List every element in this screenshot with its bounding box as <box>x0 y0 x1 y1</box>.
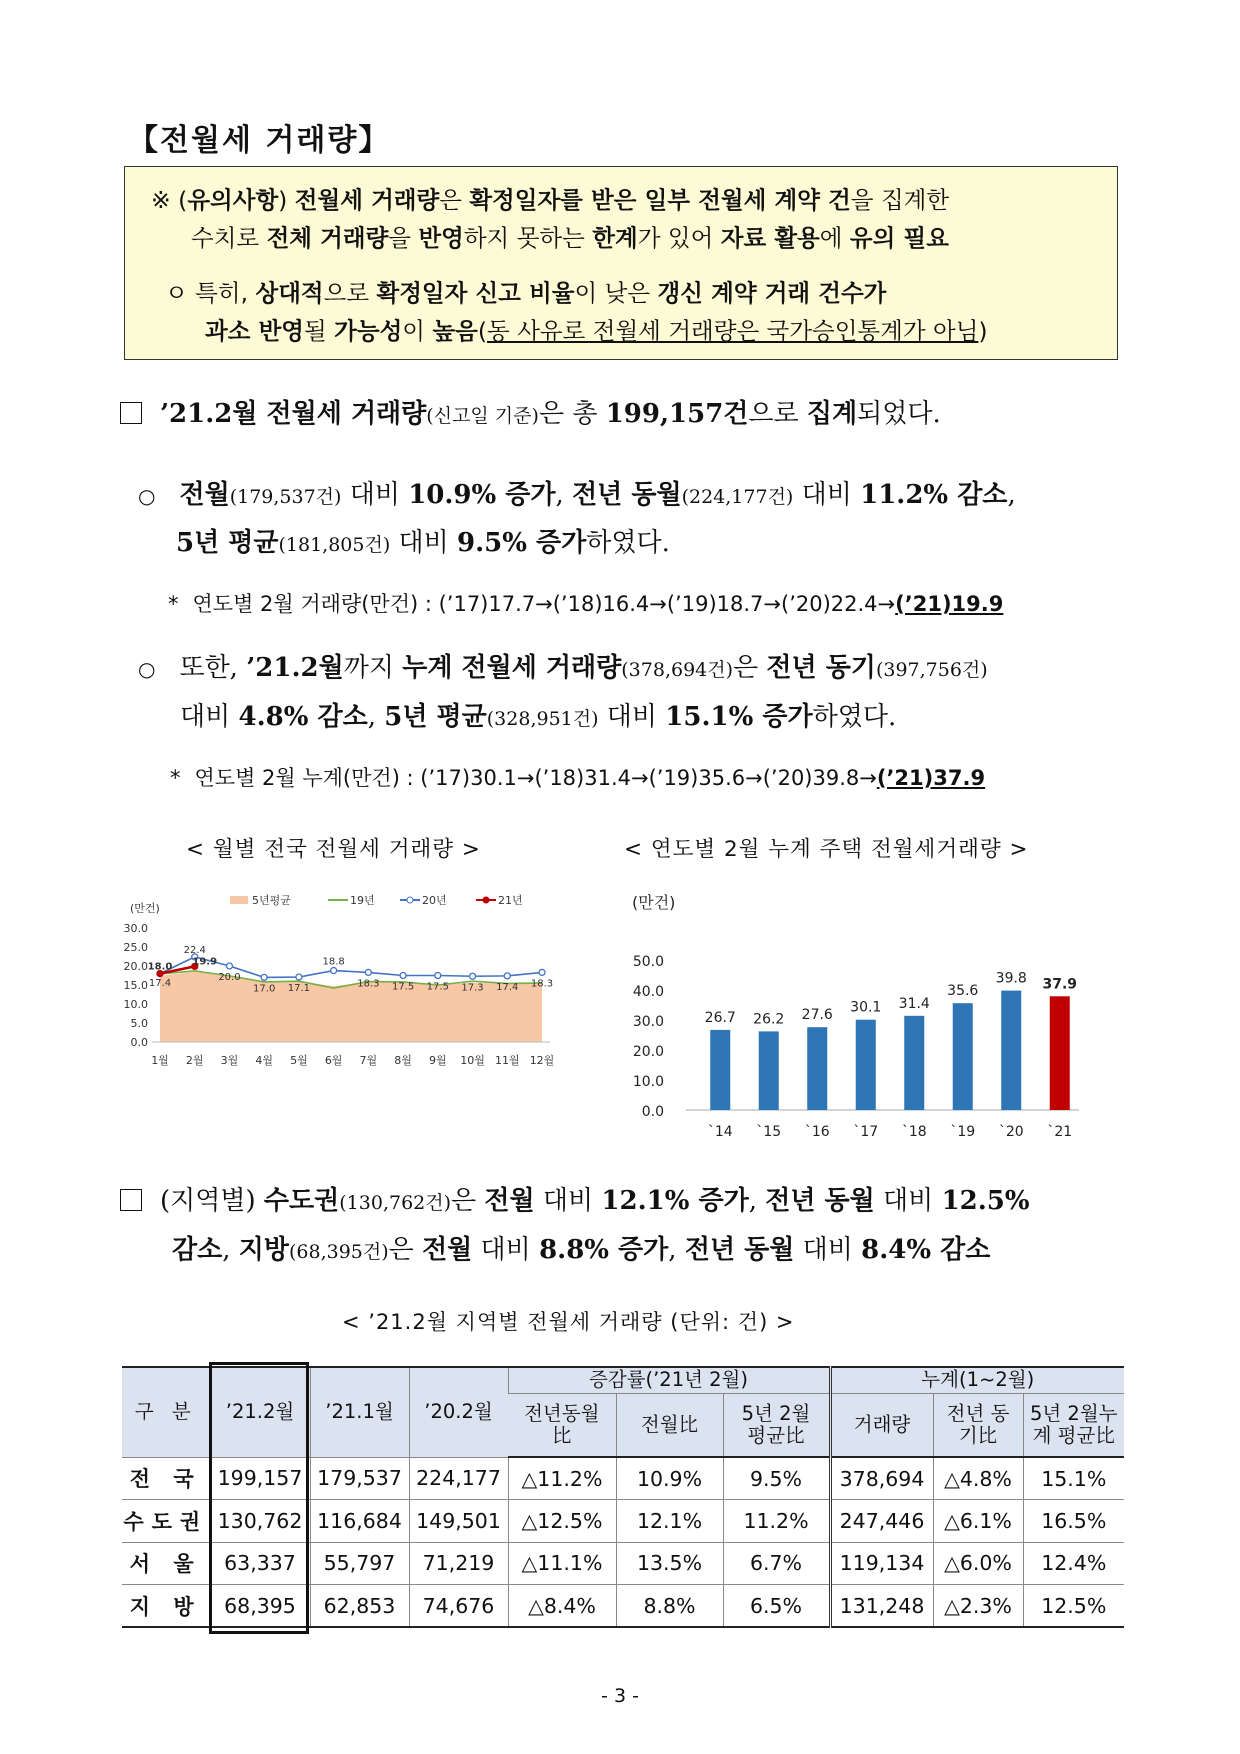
legend-label: 19년 <box>350 894 375 907</box>
table-cell: 378,694 <box>830 1457 933 1500</box>
table-cell: 8.8% <box>616 1585 723 1628</box>
data-label: 17.0 <box>253 983 276 995</box>
notice-line-1: ※ (유의사항) 전월세 거래량은 확정일자를 받은 일부 전월세 계약 건을 집계한 <box>151 186 950 214</box>
table-cell: 12.4% <box>1023 1542 1124 1585</box>
x-tick-label: 8월 <box>394 1054 412 1067</box>
header-yoy: 전년동월比 <box>508 1393 616 1457</box>
data-label: 22.4 <box>183 944 206 956</box>
header-gubun: 구 분 <box>122 1367 210 1457</box>
y-tick-label: 30.0 <box>632 1014 664 1030</box>
yearly-cumulative-note: * 연도별 2월 누계(만건) : (’17)30.1→(’18)31.4→(’19)35.6→(’20)39.8→(’21)37.9 <box>170 766 986 790</box>
y-tick-label: 30.0 <box>123 922 148 935</box>
data-point <box>504 973 510 979</box>
y-tick-label: 5.0 <box>130 1017 148 1030</box>
bar <box>759 1031 779 1110</box>
data-point <box>470 973 476 979</box>
x-tick-label: `17 <box>853 1124 879 1140</box>
table-cell: 6.5% <box>723 1585 830 1628</box>
header-cum-yoy: 전년 동기比 <box>933 1393 1023 1457</box>
legend-swatch <box>230 896 248 904</box>
x-tick-label: `16 <box>804 1124 830 1140</box>
y-axis-unit-label: (만건) <box>130 902 160 915</box>
table-cell: 149,501 <box>409 1500 508 1543</box>
header-20-feb: ’20.2월 <box>409 1367 508 1457</box>
header-cumulative-group: 누계(1~2월) <box>830 1367 1124 1393</box>
data-label: 18.3 <box>530 978 554 990</box>
table-cell: 15.1% <box>1023 1457 1124 1500</box>
data-point <box>400 973 406 979</box>
x-tick-label: 4월 <box>255 1054 273 1067</box>
table-cell: 55,797 <box>310 1542 409 1585</box>
bar-value-label: 26.2 <box>753 1011 785 1028</box>
table-row <box>122 1585 1124 1628</box>
notice-line-2: 수치로 전체 거래량을 반영하지 못하는 한계가 있어 자료 활용에 유의 필요 <box>191 224 949 252</box>
header-change-rate-group: 증감률(’21년 2월) <box>508 1367 830 1393</box>
bar <box>904 1016 924 1110</box>
row-header: 지 방 <box>122 1585 210 1628</box>
x-tick-label: 3월 <box>220 1054 239 1067</box>
y-tick-label: 50.0 <box>632 954 664 970</box>
yearly-cumulative-bar-chart <box>624 870 1084 1140</box>
monthly-rent-line-chart <box>123 878 610 1140</box>
legend-label: 21년 <box>498 894 523 907</box>
header-cum-volume: 거래량 <box>830 1393 933 1457</box>
checkbox-square-icon <box>120 402 142 424</box>
data-label: 17.5 <box>426 981 449 993</box>
monthly-comparison-line-1: ○ 전월(179,537건) 대비 10.9% 증가, 전년 동월(224,177건) 대비 11.2% 감소, <box>138 480 1016 510</box>
header-21-jan: ’21.1월 <box>310 1367 409 1457</box>
table-cell: 6.7% <box>723 1542 830 1585</box>
table-cell: 179,537 <box>310 1457 409 1500</box>
data-label: 18.3 <box>357 978 380 990</box>
y-tick-label: 20.0 <box>123 960 148 973</box>
bar-value-label: 31.4 <box>898 995 930 1012</box>
table-cell: 74,676 <box>409 1585 508 1628</box>
legend-marker <box>483 897 489 903</box>
row-header: 전 국 <box>122 1457 210 1500</box>
y-tick-label: 15.0 <box>123 979 148 992</box>
table-cell: 68,395 <box>210 1585 310 1628</box>
bullet-circle-icon: ○ <box>138 657 156 681</box>
table-cell: 130,762 <box>210 1500 310 1543</box>
bar-value-label: 27.6 <box>801 1007 833 1024</box>
data-point <box>365 969 371 975</box>
table-cell: △8.4% <box>508 1585 616 1628</box>
data-point <box>296 974 302 980</box>
data-point <box>331 968 337 974</box>
data-label: 18.0 <box>147 961 173 973</box>
table-cell: 62,853 <box>310 1585 409 1628</box>
legend-marker <box>407 897 413 903</box>
bullet-circle-icon: ○ <box>138 484 156 508</box>
data-point <box>226 963 232 969</box>
x-tick-label: 6월 <box>324 1054 343 1067</box>
table-cell: 119,134 <box>830 1542 933 1585</box>
monthly-comparison-line-2: 5년 평균(181,805건) 대비 9.5% 증가하였다. <box>176 528 670 558</box>
legend-label: 20년 <box>422 894 447 907</box>
table-cell: △11.1% <box>508 1542 616 1585</box>
table-cell: 11.2% <box>723 1500 830 1543</box>
bar <box>1001 991 1021 1110</box>
table-cell: 10.9% <box>616 1457 723 1500</box>
bar-value-label: 30.1 <box>850 999 882 1016</box>
y-axis-unit-label: (만건) <box>632 893 676 912</box>
page-number: - 3 - <box>601 1685 639 1707</box>
row-header: 서 울 <box>122 1542 210 1585</box>
notice-line-3: ㅇ 특히, 상대적으로 확정일자 신고 비율이 낮은 갱신 계약 거래 건수가 <box>165 279 887 307</box>
x-tick-label: `20 <box>998 1124 1024 1140</box>
x-tick-label: 9월 <box>429 1054 447 1067</box>
table-row <box>122 1457 1124 1500</box>
table-cell: 247,446 <box>830 1500 933 1543</box>
header-5yr-avg: 5년 2월 평균比 <box>723 1393 830 1457</box>
legend-label: 5년평균 <box>252 894 291 907</box>
table-row <box>122 1542 1124 1585</box>
table-cell: 71,219 <box>409 1542 508 1585</box>
bar <box>710 1030 730 1110</box>
y-tick-label: 0.0 <box>641 1104 664 1120</box>
table-cell: △4.8% <box>933 1457 1023 1500</box>
row-header: 수도권 <box>122 1500 210 1543</box>
data-label: 17.5 <box>391 981 415 993</box>
table-cell: △6.0% <box>933 1542 1023 1585</box>
y-tick-label: 25.0 <box>123 941 148 954</box>
notice-line-4: 과소 반영될 가능성이 높음(동 사유로 전월세 거래량은 국가승인통계가 아님) <box>205 317 988 345</box>
x-tick-label: 10월 <box>460 1054 485 1067</box>
x-tick-label: 12월 <box>529 1054 555 1067</box>
table-cell: 131,248 <box>830 1585 933 1628</box>
bar <box>807 1027 827 1110</box>
x-tick-label: 1월 <box>151 1054 169 1067</box>
table-cell: △11.2% <box>508 1457 616 1500</box>
x-tick-label: `21 <box>1047 1124 1073 1140</box>
table-cell: △12.5% <box>508 1500 616 1543</box>
x-tick-label: 11월 <box>494 1054 520 1067</box>
data-point <box>435 973 441 979</box>
bar-value-label: 35.6 <box>947 983 979 1000</box>
y-tick-label: 0.0 <box>130 1036 148 1049</box>
caution-notice-box <box>124 166 1118 360</box>
header-cum-5yr-avg: 5년 2월누계 평균比 <box>1023 1393 1124 1457</box>
y-tick-label: 10.0 <box>123 998 148 1011</box>
table-cell: △6.1% <box>933 1500 1023 1543</box>
table-cell: 16.5% <box>1023 1500 1124 1543</box>
checkbox-square-icon <box>120 1189 142 1211</box>
x-tick-label: `18 <box>901 1124 927 1140</box>
regional-rent-table <box>122 1366 1124 1628</box>
bar <box>953 1003 973 1110</box>
header-21-feb: ’21.2월 <box>210 1367 310 1457</box>
bar <box>856 1020 876 1110</box>
data-label: 17.1 <box>287 983 311 995</box>
data-label: 18.8 <box>322 956 345 968</box>
data-label: 17.4 <box>148 977 172 989</box>
table-cell: △2.3% <box>933 1585 1023 1628</box>
cumulative-line-1: ○ 또한, ’21.2월까지 누계 전월세 거래량(378,694건)은 전년 동기(397,756건) <box>138 653 988 683</box>
table-cell: 224,177 <box>409 1457 508 1500</box>
table-cell: 13.5% <box>616 1542 723 1585</box>
header-mom: 전월比 <box>616 1393 723 1457</box>
yearly-feb-note: * 연도별 2월 거래량(만건) : (’17)17.7→(’18)16.4→(’19)18.7→(’20)22.4→(’21)19.9 <box>168 592 1004 616</box>
table-cell: 116,684 <box>310 1500 409 1543</box>
bar-value-label: 37.9 <box>1042 976 1078 993</box>
monthly-chart-caption: < 월별 전국 전월세 거래량 > <box>186 837 481 862</box>
yearly-chart-caption: < 연도별 2월 누계 주택 전월세거래량 > <box>624 837 1029 862</box>
regional-paragraph-line-1: (지역별) 수도권(130,762건)은 전월 대비 12.1% 증가, 전년 동월 대비 12.5% <box>120 1180 1030 1217</box>
data-label: 17.3 <box>461 982 484 994</box>
x-tick-label: `15 <box>756 1124 782 1140</box>
data-point <box>539 969 545 975</box>
data-point <box>261 974 267 980</box>
bar-value-label: 26.7 <box>704 1009 736 1026</box>
data-label: 19.9 <box>192 956 218 968</box>
y-tick-label: 10.0 <box>632 1074 664 1090</box>
x-tick-label: 2월 <box>185 1054 204 1067</box>
table-cell: 12.1% <box>616 1500 723 1543</box>
x-tick-label: `19 <box>950 1124 976 1140</box>
y-tick-label: 40.0 <box>632 984 664 1000</box>
bar-value-label: 39.8 <box>995 970 1027 987</box>
bar <box>1050 996 1070 1110</box>
cumulative-line-2: 대비 4.8% 감소, 5년 평균(328,951건) 대비 15.1% 증가하였다. <box>180 702 897 732</box>
table-row <box>122 1500 1124 1543</box>
data-label: 17.4 <box>496 981 519 993</box>
summary-paragraph: ’21.2월 전월세 거래량(신고일 기준)은 총 199,157건으로 집계되었다. <box>120 393 941 430</box>
x-tick-label: 7월 <box>359 1054 378 1067</box>
section-heading: 【전월세 거래량】 <box>128 123 391 158</box>
data-label: 20.0 <box>218 972 241 983</box>
x-tick-label: 5월 <box>290 1054 308 1067</box>
regional-paragraph-line-2: 감소, 지방(68,395건)은 전월 대비 8.8% 증가, 전년 동월 대비 8.4% 감소 <box>172 1235 991 1265</box>
x-tick-label: `14 <box>707 1124 733 1140</box>
table-cell: 12.5% <box>1023 1585 1124 1628</box>
table-caption: < ’21.2월 지역별 전월세 거래량 (단위: 건) > <box>342 1310 795 1334</box>
table-cell: 9.5% <box>723 1457 830 1500</box>
y-tick-label: 20.0 <box>632 1044 664 1060</box>
table-cell: 63,337 <box>210 1542 310 1585</box>
table-cell: 199,157 <box>210 1457 310 1500</box>
